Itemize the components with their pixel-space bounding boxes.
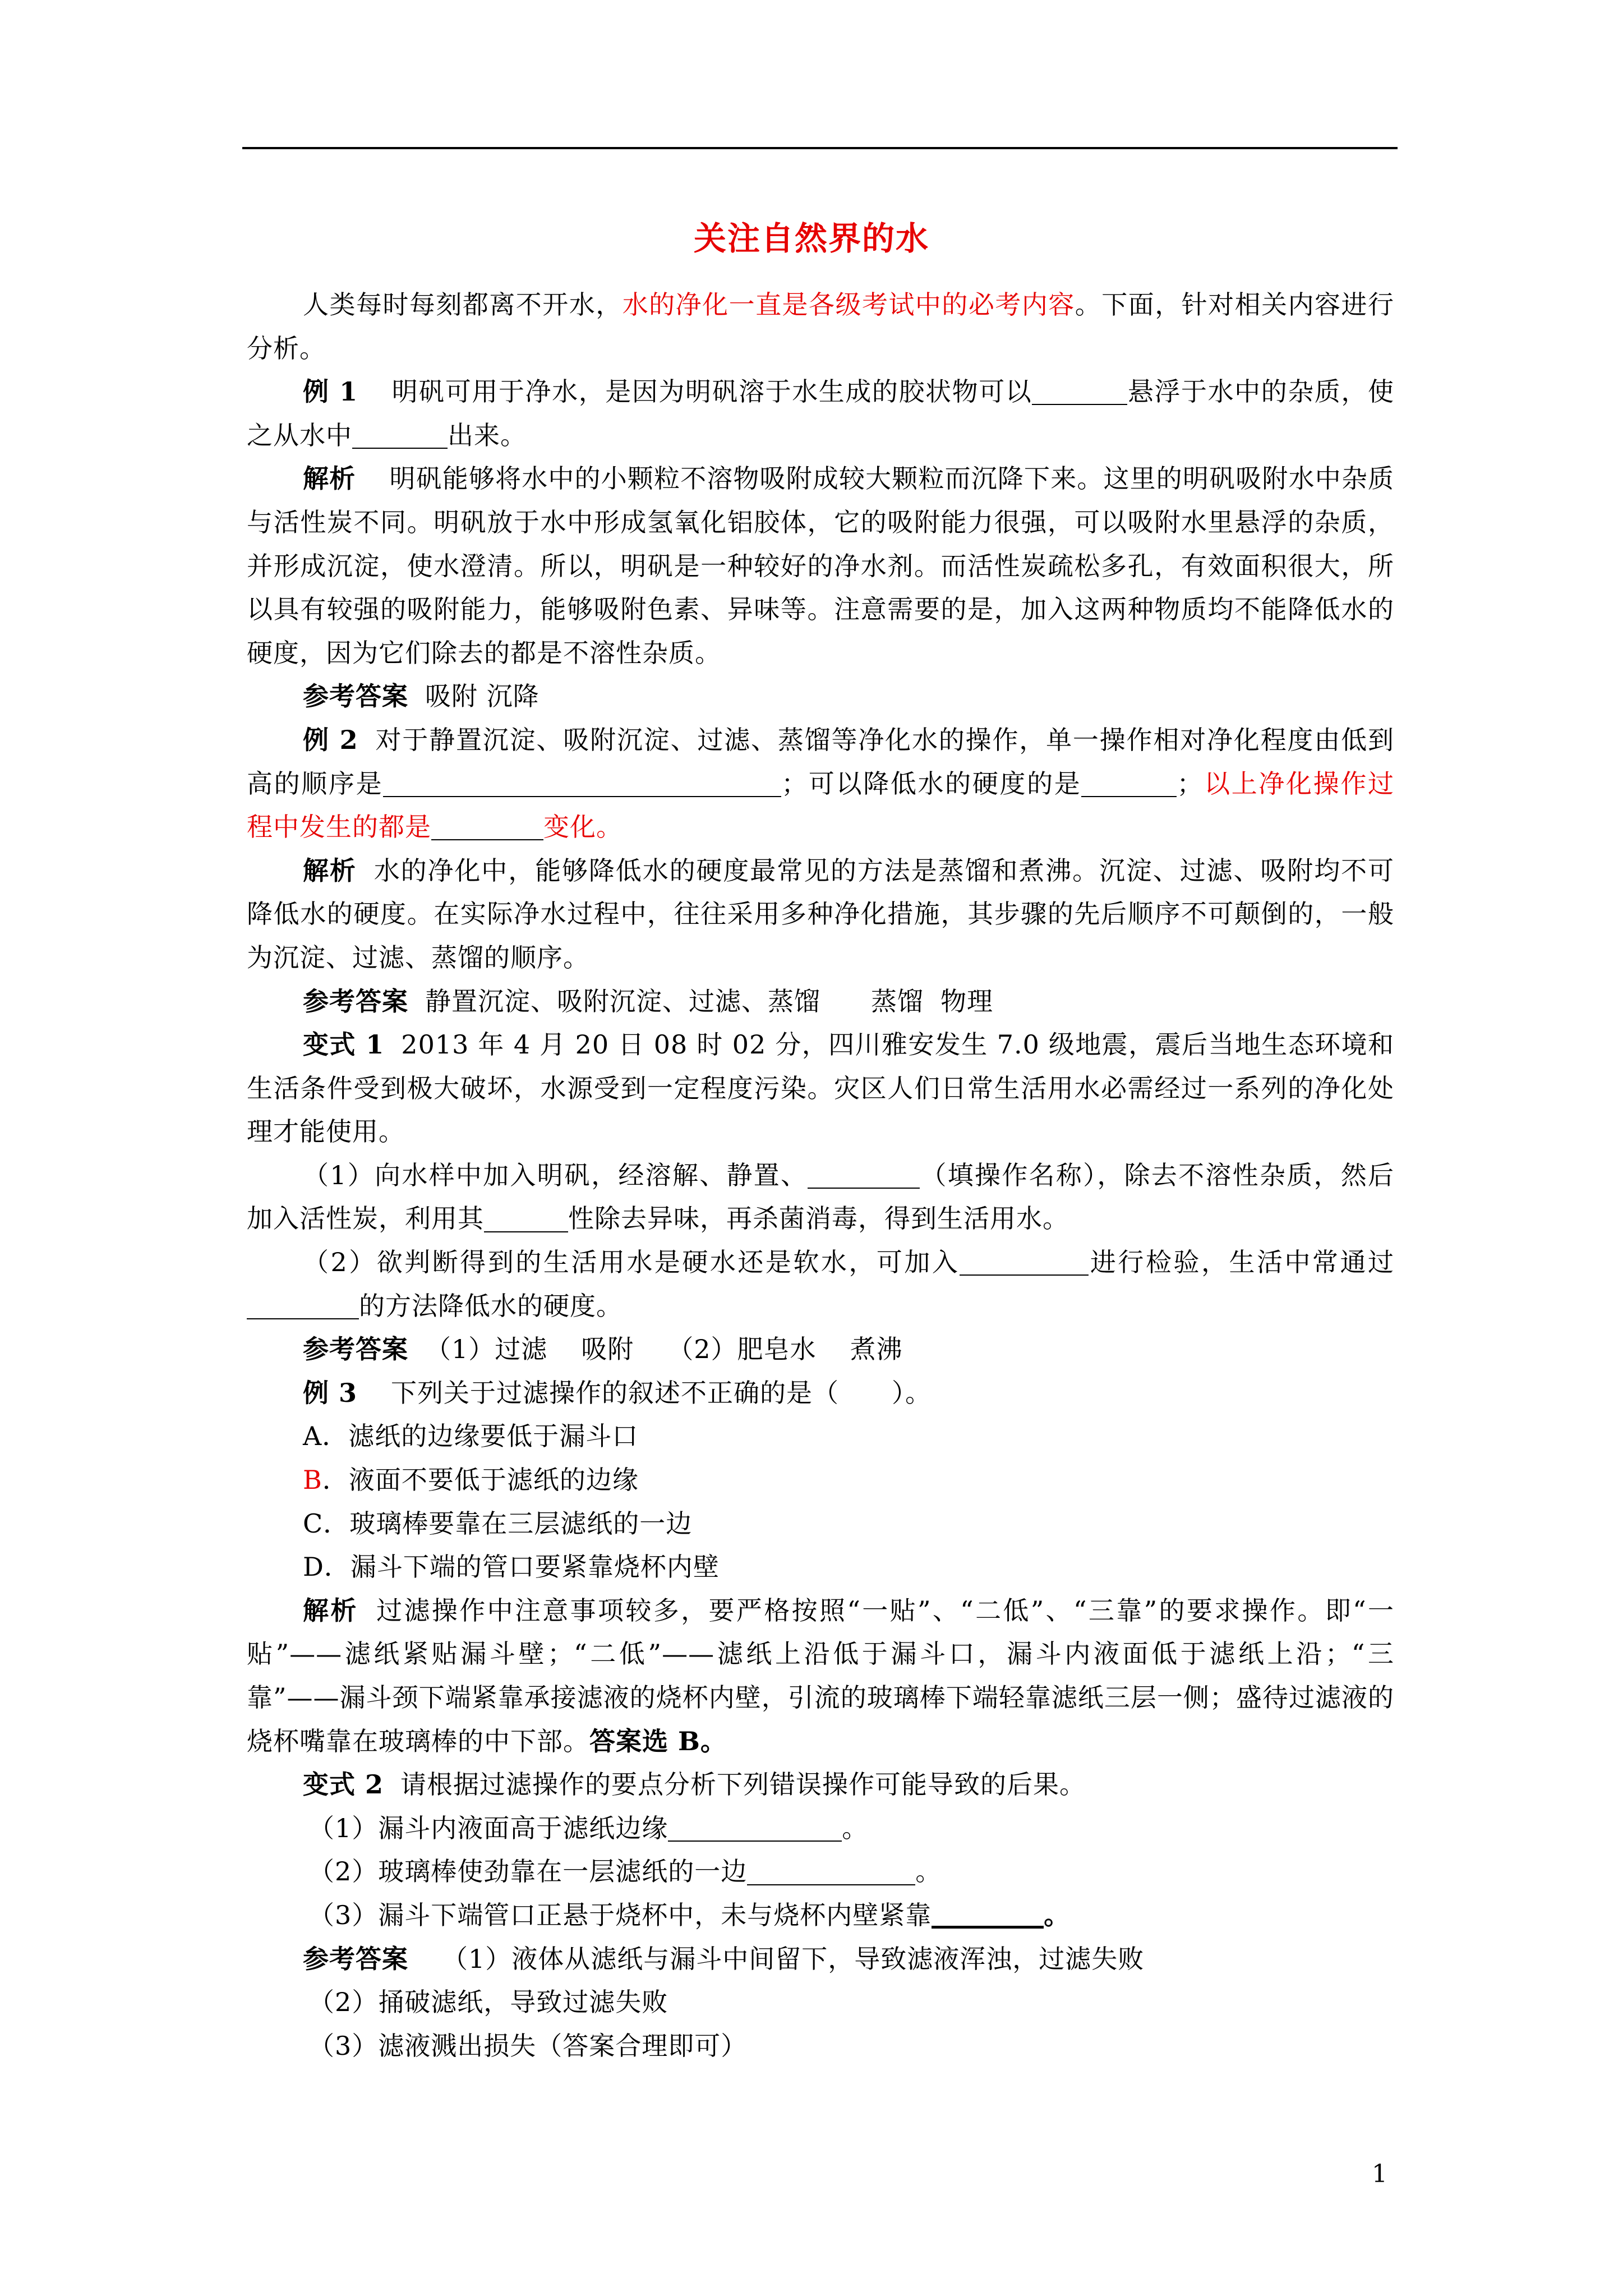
variant-2-sub-3: （3）漏斗下端管口正悬于烧杯中，未与烧杯内壁紧靠 。 bbox=[308, 1899, 1071, 1930]
document-body bbox=[247, 283, 1394, 2068]
example-2-question: 例 2 对于静置沉淀、吸附沉淀、过滤、蒸馏等净化水的操作，单一操作相对净化程度由低到高的顺序是 ；可以降低水的硬度的是 ；以上净化操作过程中发生的都是 变化。 bbox=[247, 724, 1395, 843]
analysis-label: 解析 bbox=[303, 855, 357, 886]
example-2-analysis: 解析 水的净化中，能够降低水的硬度最常见的方法是蒸馏和煮沸。沉淀、过滤、吸附均不可降低水的硬度。在实际净水过程中，往往采用多种净化措施，其步骤的先后顺序不可颠倒的，一般为沉淀、过滤、蒸馏的顺序。 bbox=[247, 855, 1395, 973]
answer-blank bbox=[352, 422, 448, 449]
answer-blank bbox=[431, 813, 543, 840]
analysis-label: 解析 bbox=[303, 1595, 358, 1626]
answer-blank bbox=[668, 1815, 842, 1842]
variant-2-answer-3: （3）滤液溅出损失（答案合理即可） bbox=[308, 2030, 748, 2061]
option-b: B．液面不要低于滤纸的边缘 bbox=[303, 1465, 639, 1496]
variant-2-question: 变式 2 请根据过滤操作的要点分析下列错误操作可能导致的后果。 bbox=[303, 1769, 1086, 1800]
variant-1-answer: 参考答案 （1）过滤 吸附 （2）肥皂水 煮沸 bbox=[303, 1334, 903, 1365]
intro-highlight: 水的净化一直是各级考试中的必考内容 bbox=[622, 289, 1075, 320]
variant-1-sub-2: （2）欲判断得到的生活用水是硬水还是软水，可加入 进行检验，生活中常通过的方法降低水的硬度。 bbox=[247, 1241, 1394, 1328]
answer-label: 参考答案 bbox=[303, 986, 408, 1016]
variant-2-answer-2: （2）捅破滤纸，导致过滤失败 bbox=[308, 1987, 668, 2018]
answer-blank bbox=[1081, 770, 1177, 797]
answer-blank bbox=[932, 1900, 1044, 1929]
answer-blank bbox=[247, 1292, 359, 1319]
option-d: D．漏斗下端的管口要紧靠烧杯内壁 bbox=[303, 1552, 720, 1582]
answer-label: 参考答案 bbox=[303, 1943, 408, 1974]
example-1-answer: 参考答案 吸附 沉降 bbox=[303, 681, 540, 712]
header-rule bbox=[242, 147, 1398, 149]
answer-blank bbox=[747, 1858, 915, 1885]
analysis-label: 解析 bbox=[303, 463, 356, 494]
option-c: C．玻璃棒要靠在三层滤纸的一边 bbox=[303, 1508, 693, 1539]
variant-1-text: 变式 1 2013 年 4 月 20 日 08 时 02 分，四川雅安发生 7.0 级地震，震后当地生态环境和生活条件受到极大破坏，水源受到一定程度污染。灾区人们日常生活用水必需经过一系列的净化处理才能使用。 bbox=[247, 1029, 1394, 1147]
example-3-label: 例 3 bbox=[303, 1377, 358, 1408]
variant-1-label: 变式 1 bbox=[303, 1029, 385, 1060]
answer-blank bbox=[383, 770, 781, 797]
intro-paragraph: 人类每时每刻都离不开水，水的净化一直是各级考试中的必考内容。下面，针对相关内容进行分析。 bbox=[247, 289, 1395, 364]
page-title: 关注自然界的水 bbox=[693, 219, 929, 257]
example-3-question: 例 3 下列关于过滤操作的叙述不正确的是（ ）。 bbox=[303, 1377, 932, 1408]
variant-2-answer-1: 参考答案 （1）液体从滤纸与漏斗中间留下，导致滤液浑浊，过滤失败 bbox=[303, 1943, 1145, 1974]
example-2-answer: 参考答案 静置沉淀、吸附沉淀、过滤、蒸馏 蒸馏 物理 bbox=[303, 986, 993, 1016]
example-1-question: 例 1 明矾可用于净水，是因为明矾溶于水生成的胶状物可以 悬浮于水中的杂质，使之从水中 出来。 bbox=[247, 376, 1394, 450]
answer-blank bbox=[960, 1249, 1089, 1276]
answer-blank bbox=[484, 1205, 568, 1232]
answer-label: 参考答案 bbox=[303, 681, 408, 712]
example-1-analysis: 解析 明矾能够将水中的小颗粒不溶物吸附成较大颗粒而沉降下来。这里的明矾吸附水中杂质与活性炭不同。明矾放于水中形成氢氧化铝胶体，它的吸附能力很强，可以吸附水里悬浮的杂质，并形成沉淀，使水澄清。所以，明矾是一种较好的净水剂。而活性炭疏松多孔，有效面积很大，所以具有较强的吸附能力，能够吸附色素、异味等。注意需要的是，加入这两种物质均不能降低水的硬度，因为它们除去的都是不溶性杂质。 bbox=[247, 463, 1395, 668]
option-b-key: B bbox=[303, 1465, 322, 1496]
example-3-answer: 答案选 B。 bbox=[589, 1726, 727, 1756]
variant-2-sub-1: （1）漏斗内液面高于滤纸边缘 。 bbox=[308, 1812, 869, 1843]
variant-2-sub-2: （2）玻璃棒使劲靠在一层滤纸的一边 。 bbox=[308, 1856, 942, 1887]
example-1-label: 例 1 bbox=[303, 376, 358, 407]
answer-label: 参考答案 bbox=[303, 1334, 408, 1365]
example-3-analysis: 解析 过滤操作中注意事项较多，要严格按照“一贴”、“二低”、“三靠”的要求操作。即“一贴”——滤纸紧贴漏斗壁；“二低”——滤纸上沿低于漏斗口，漏斗内液面低于滤纸上沿；“三靠”——漏斗颈下端紧靠承接滤液的烧杯内壁，引流的玻璃棒下端轻靠滤纸三层一侧；盛待过滤液的烧杯嘴靠在玻璃棒的中下部。答案选 B。 bbox=[247, 1595, 1394, 1756]
example-2-label: 例 2 bbox=[303, 724, 358, 755]
page-number: 1 bbox=[1372, 2160, 1387, 2188]
option-a: A．滤纸的边缘要低于漏斗口 bbox=[303, 1421, 639, 1452]
variant-2-label: 变式 2 bbox=[303, 1769, 384, 1800]
variant-1-sub-1: （1）向水样中加入明矾，经溶解、静置、 （填操作名称），除去不溶性杂质，然后加入活性炭，利用其 性除去异味，再杀菌消毒，得到生活用水。 bbox=[247, 1159, 1394, 1234]
answer-blank bbox=[1032, 378, 1127, 405]
answer-blank bbox=[808, 1162, 920, 1189]
